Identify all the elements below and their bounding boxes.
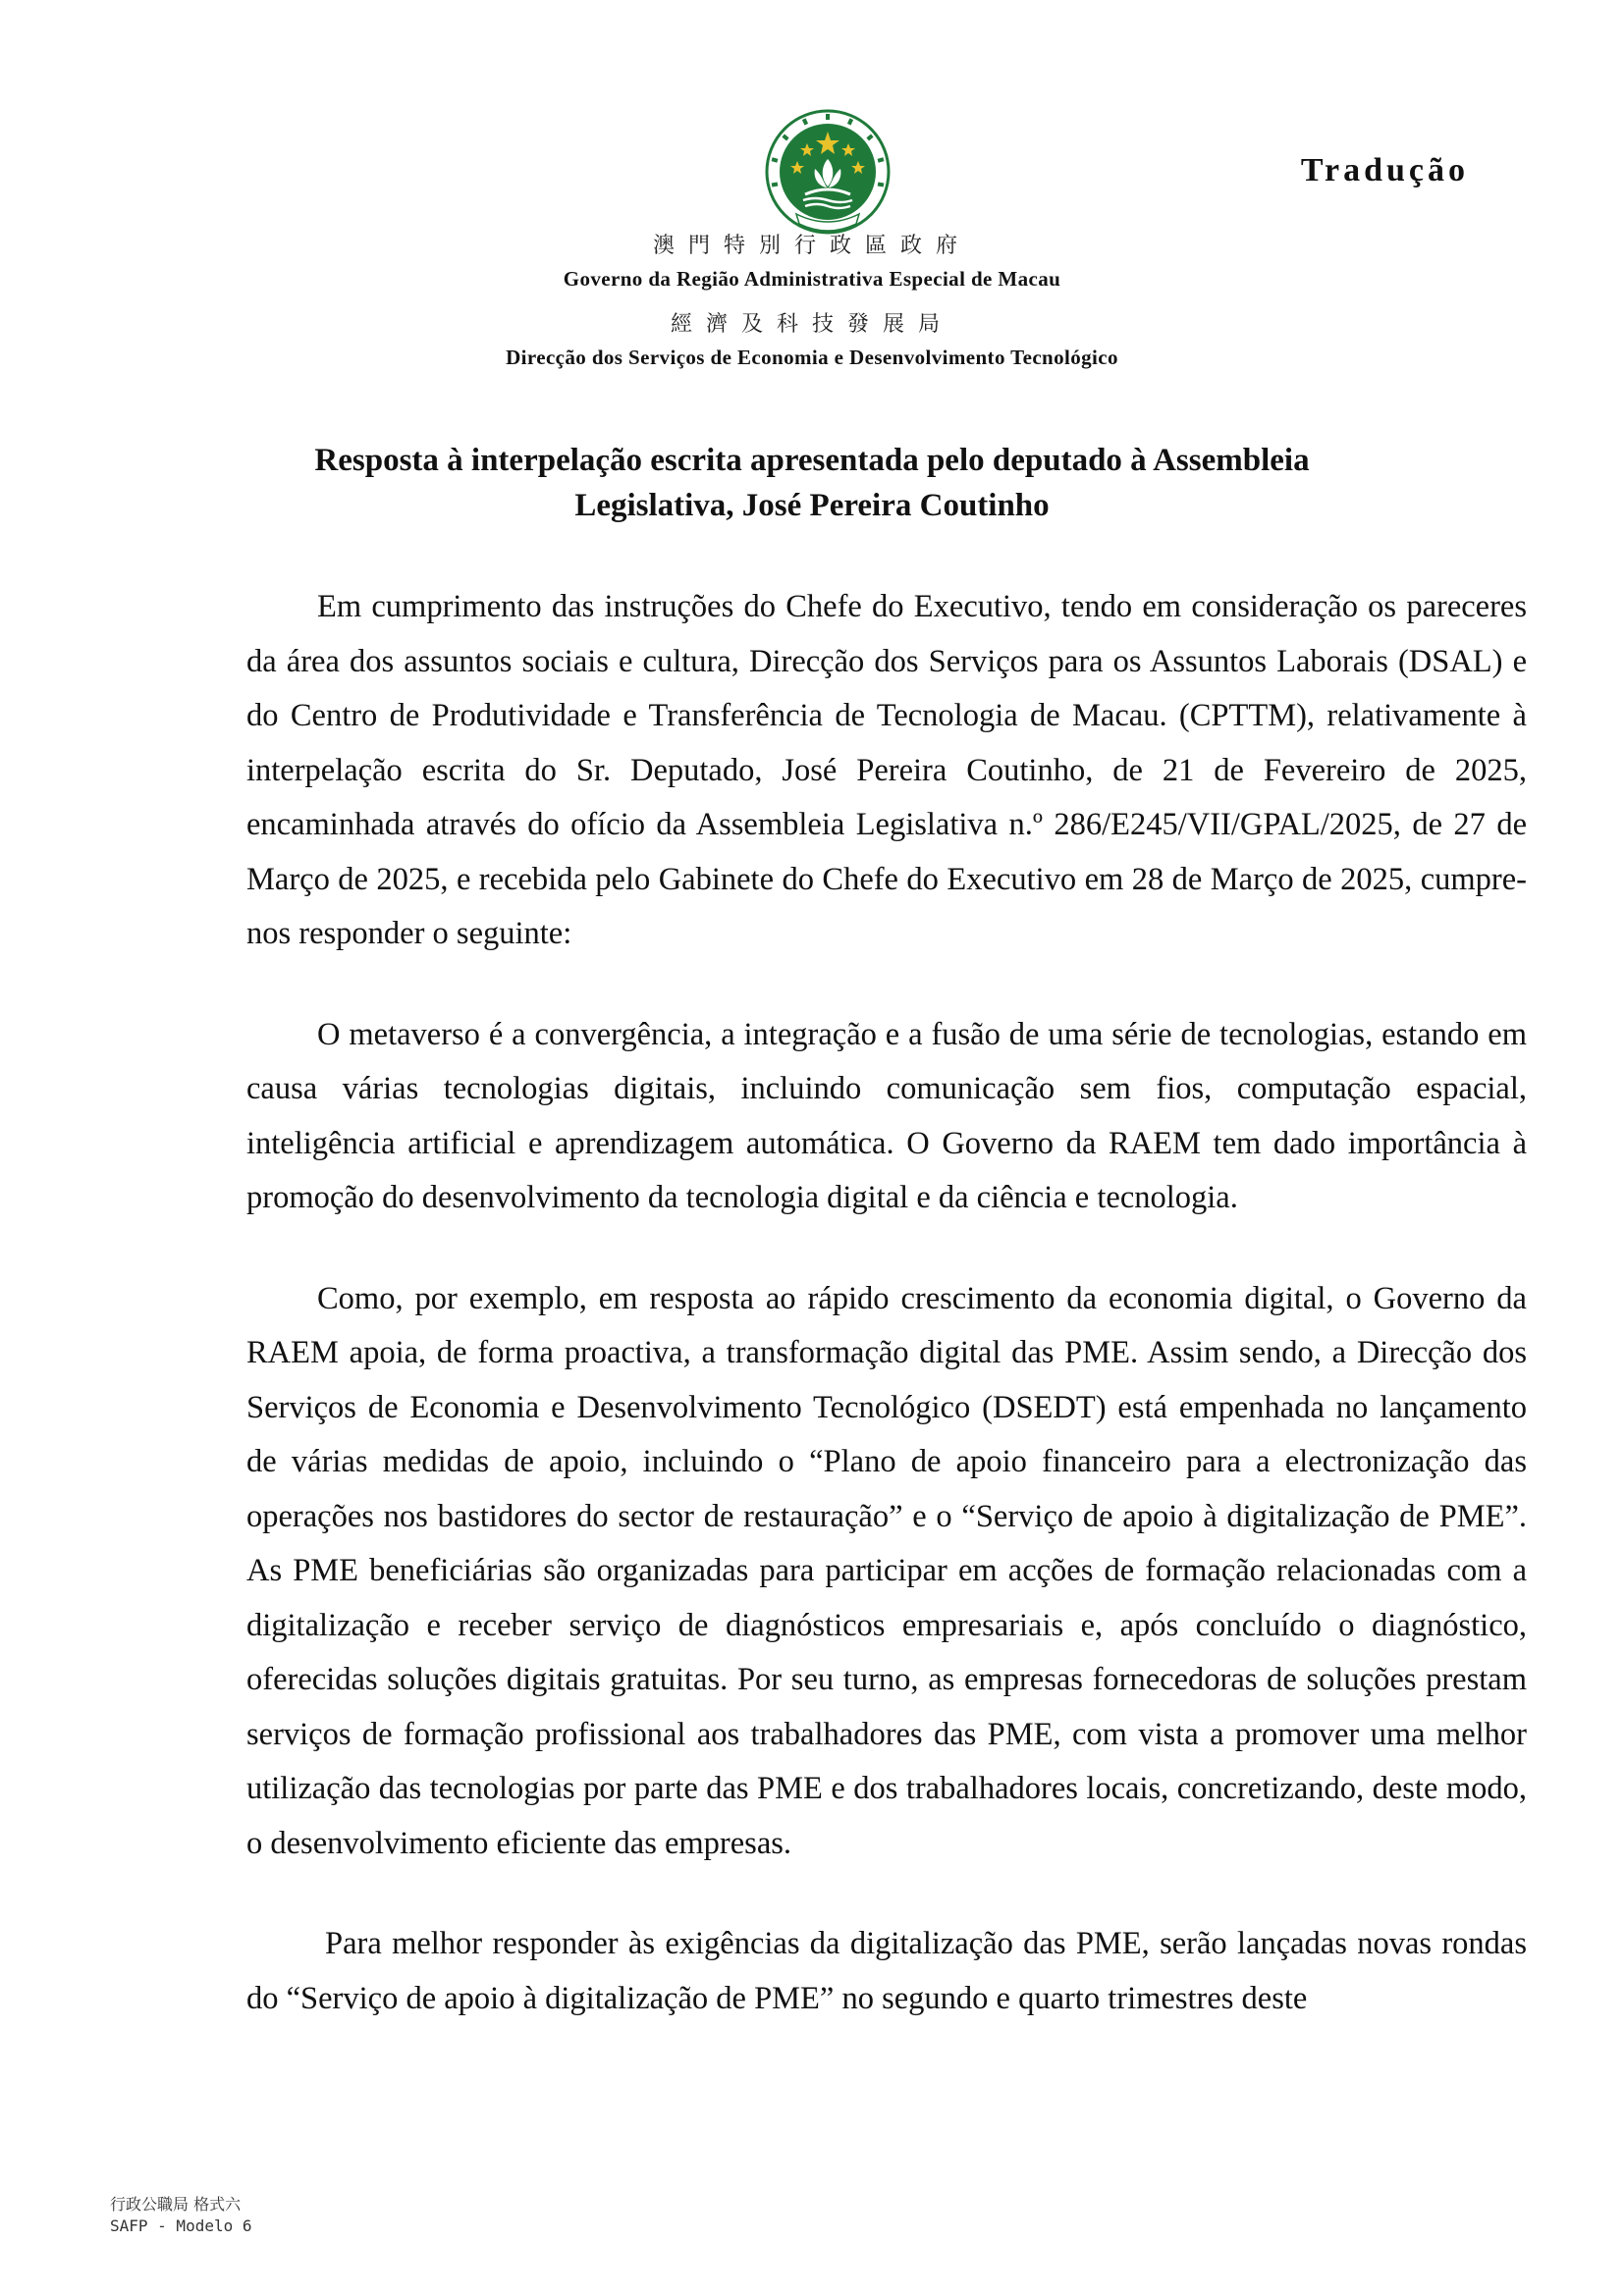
- document-title-line-2: Legislativa, José Pereira Coutinho: [574, 488, 1050, 523]
- translation-label: Tradução: [1300, 152, 1469, 188]
- form-footer: [110, 2194, 252, 2237]
- document-body: [246, 580, 1527, 2026]
- government-name-portuguese: Governo da Região Administrativa Especial de Macau: [563, 267, 1061, 291]
- paragraph-2: O metaverso é a convergência, a integração e a fusão de uma série de tecnologias, estando em causa várias tecnologias digitais, incluindo comunicação sem fios, computação espacial, inteligência artificial e aprendizagem automática. O Governo da RAEM tem dado importância à promoção do desenvolvimento da tecnologia digital e da ciência e tecnologia.: [246, 1016, 1527, 1215]
- document-title-line-1: Resposta à interpelação escrita apresentada pelo deputado à Assembleia: [314, 443, 1310, 478]
- footer-form-code: SAFP - Modelo 6: [110, 2216, 252, 2235]
- footer-form-code-chinese: 行政公職局 格式六: [110, 2195, 242, 2214]
- paragraph-3: Como, por exemplo, em resposta ao rápido crescimento da economia digital, o Governo da RAEM apoia, de forma proactiva, a transformação digital das PME. Assim sendo, a Direcção dos Serviços de Economia e Desenvolvimento Tecnológico (DSEDT) está empenhada no lançamento de várias medidas de apoio, incluindo o “Plano de apoio financeiro para a electronização das operações nos bastidores do sector de restauração” e o “Serviço de apoio à digitalização de PME”. As PME beneficiárias são organizadas para participar em acções de formação relacionadas com a digitalização e receber serviço de diagnósticos empresariais e, após concluído o diagnóstico, oferecidas soluções digitais gratuitas. Por seu turno, as empresas fornecedoras de soluções prestam serviços de formação profissional aos trabalhadores das PME, com vista a promover uma melhor utilização das tecnologias por parte das PME e dos trabalhadores locais, concretizando, deste modo, o desenvolvimento eficiente das empresas.: [246, 1280, 1527, 1861]
- paragraph-1: Em cumprimento das instruções do Chefe do Executivo, tendo em consideração os pareceres da área dos assuntos sociais e cultura, Direcção dos Serviços para os Assuntos Laborais (DSAL) e do Centro de Produtividade e Transferência de Tecnologia de Macau. (CPTTM), relativamente à interpelação escrita do Sr. Deputado, José Pereira Coutinho, de 21 de Fevereiro de 2025, encaminhada através do ofício da Assembleia Legislativa n.º 286/E245/VII/GPAL/2025, de 27 de Março de 2025, e recebida pelo Gabinete do Chefe do Executivo em 28 de Março de 2025, cumpre-nos responder o seguinte:: [246, 589, 1527, 951]
- macau-emblem-icon: [764, 108, 892, 236]
- paragraph-4: Para melhor responder às exigências da digitalização das PME, serão lançadas novas rondas do “Serviço de apoio à digitalização de PME” no segundo e quarto trimestres deste: [246, 1926, 1527, 2016]
- department-name-chinese: 經濟及科技發展局: [670, 312, 953, 337]
- document-title: [245, 438, 1379, 528]
- macau-emblem: [764, 108, 892, 236]
- department-name-portuguese: Direcção dos Serviços de Economia e Desenvolvimento Tecnológico: [506, 346, 1118, 369]
- government-name-chinese: 澳門特別行政區政府: [652, 234, 971, 258]
